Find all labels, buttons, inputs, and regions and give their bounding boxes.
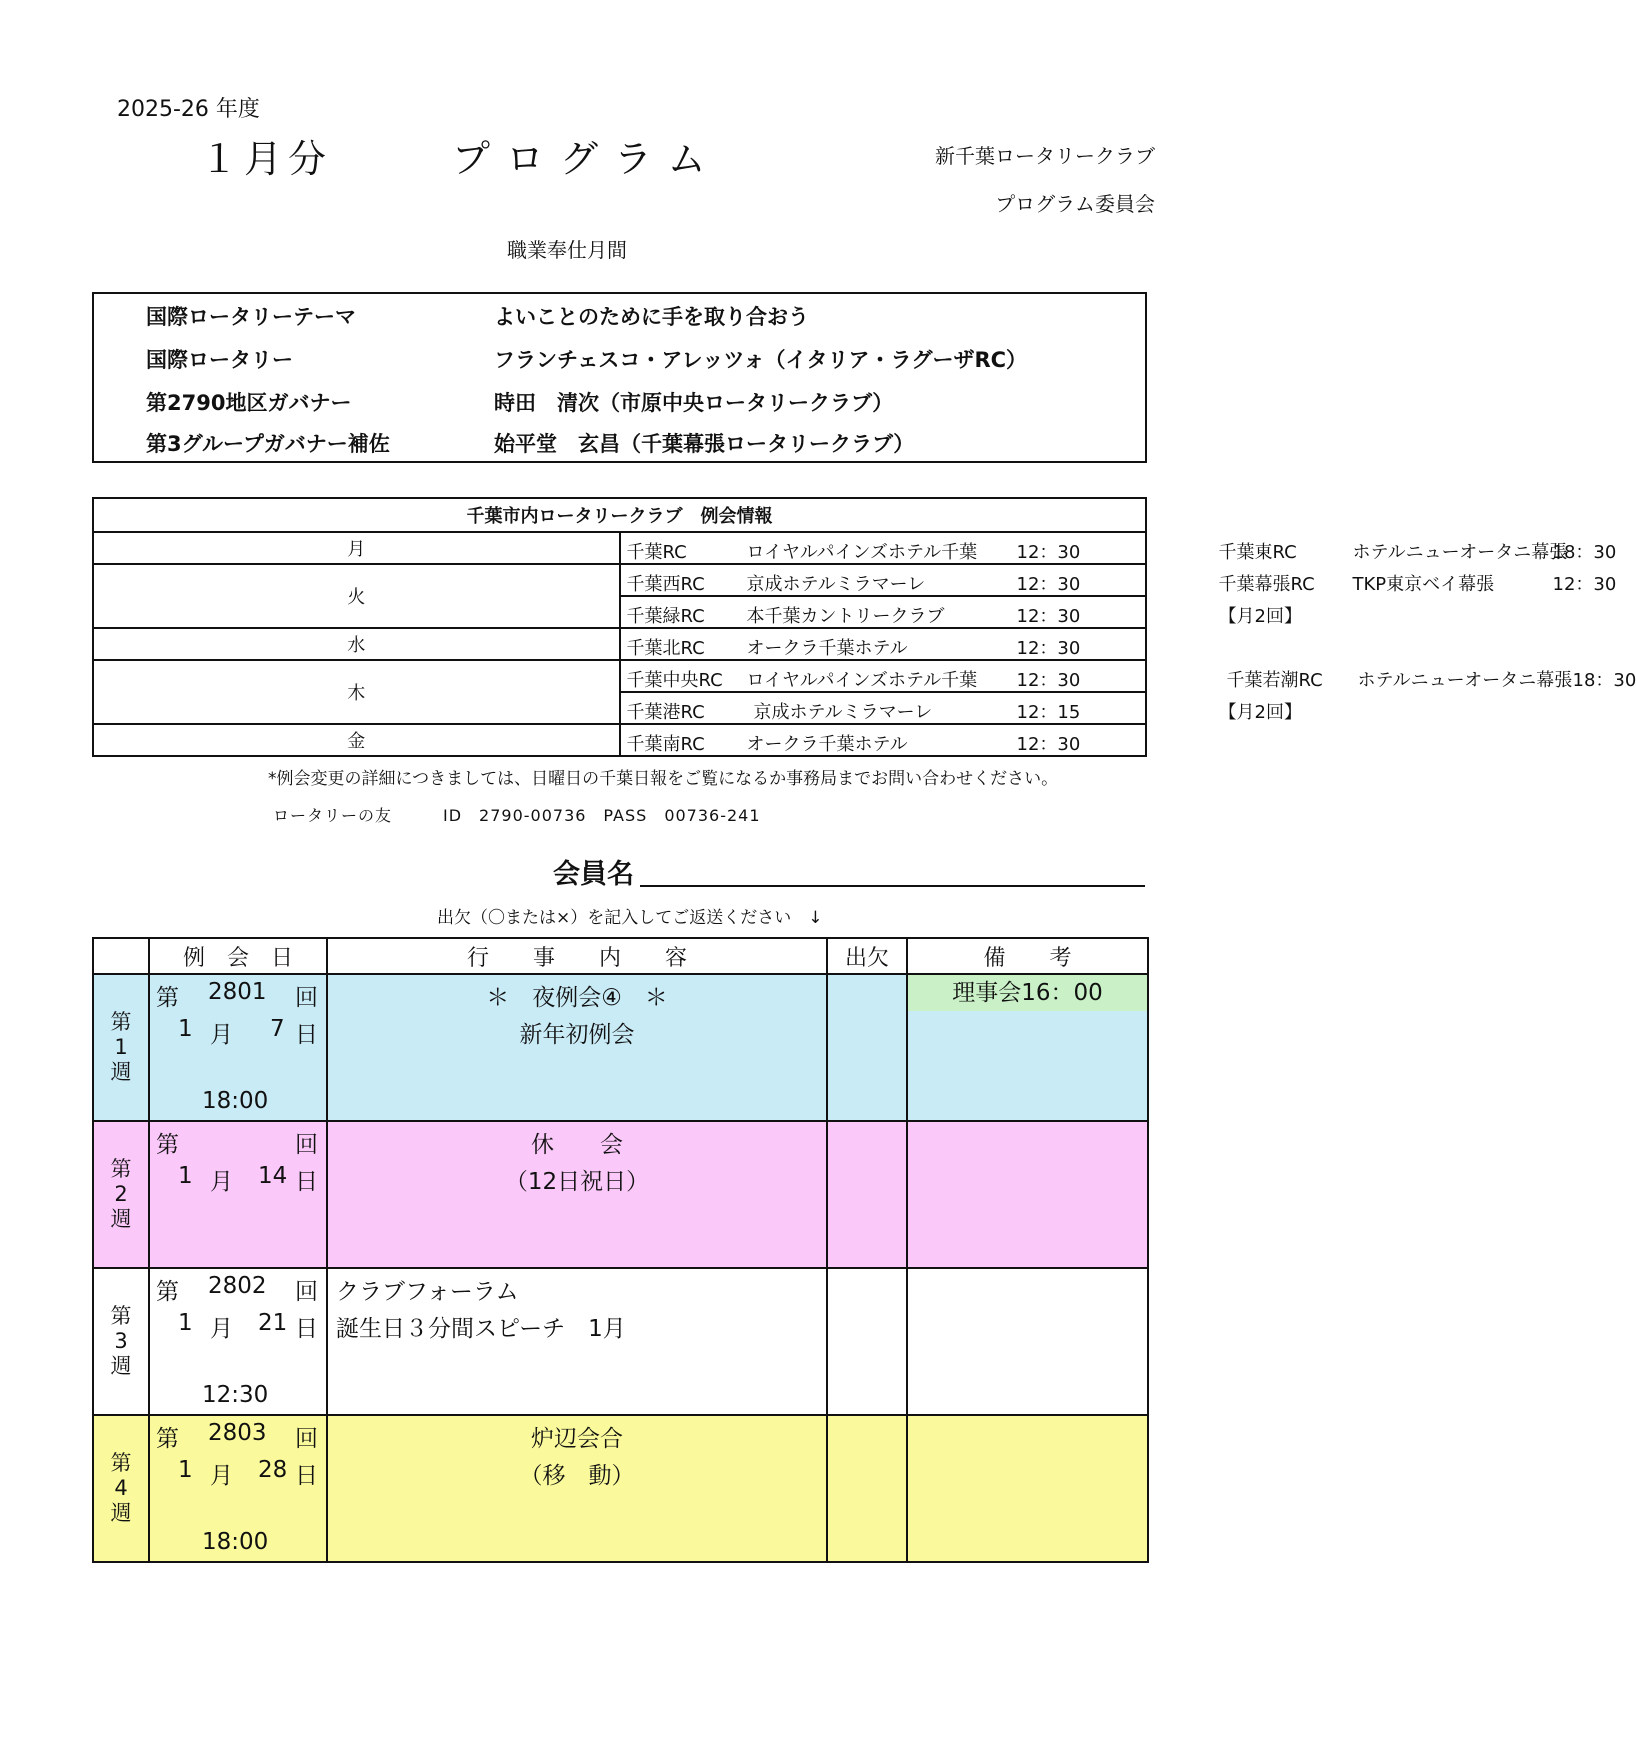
schedule-table bbox=[92, 937, 1149, 1563]
schedule-row-week2 bbox=[93, 1121, 1148, 1268]
club-row bbox=[93, 532, 1146, 564]
theme-value: フランチェスコ・アレッツォ（イタリア・ラグーザRC） bbox=[494, 348, 1028, 372]
club-name-cell: 千葉港RC bbox=[626, 702, 705, 723]
schedule-row-week4 bbox=[93, 1415, 1148, 1562]
theme-value: 時田 清次（市原中央ロータリークラブ） bbox=[494, 391, 894, 415]
theme-label: 国際ロータリー bbox=[146, 348, 293, 372]
header-remarks: 備 考 bbox=[907, 938, 1148, 974]
club-name-cell: 千葉東RC bbox=[1218, 542, 1297, 563]
week-label: 第 4 週 bbox=[93, 1415, 149, 1562]
club-time-cell: 12：30 bbox=[1016, 638, 1081, 659]
member-name-label: 会員名 bbox=[553, 859, 634, 890]
meeting-number: 2802 bbox=[208, 1273, 267, 1299]
program-title: プログラム bbox=[452, 137, 722, 181]
club-time-cell: 12：30 bbox=[1016, 734, 1081, 755]
theme-label: 第3グループガバナー補佐 bbox=[146, 432, 390, 456]
theme-value: 始平堂 玄昌（千葉幕張ロータリークラブ） bbox=[494, 432, 915, 456]
attendance-cell[interactable] bbox=[827, 1121, 907, 1268]
club-time-cell: 12：30 bbox=[1016, 542, 1081, 563]
club-time-cell: 18：30 bbox=[1572, 670, 1636, 691]
theme-row bbox=[94, 337, 1145, 380]
theme-row bbox=[94, 294, 1145, 337]
club-frequency-cell: 【月2回】 bbox=[1218, 702, 1302, 723]
attendance-cell[interactable] bbox=[827, 1415, 907, 1562]
attendance-instruction: 出欠（〇または×）を記入してご返送ください ↓ bbox=[437, 908, 823, 928]
theme-row bbox=[94, 421, 1145, 464]
meeting-time: 18:00 bbox=[202, 1088, 269, 1114]
schedule-row-week3 bbox=[93, 1268, 1148, 1415]
club-time-cell: 12：30 bbox=[1552, 574, 1617, 595]
club-time-cell: 12：30 bbox=[1016, 670, 1081, 691]
club-name-cell: 千葉若潮RC bbox=[1226, 670, 1323, 691]
club-day: 水 bbox=[93, 628, 620, 660]
meeting-date: 第 2802 回 1 月 21 日 12:30 bbox=[149, 1268, 327, 1415]
attendance-cell[interactable] bbox=[827, 974, 907, 1121]
rotary-tomo-login: ロータリーの友 ID 2790-00736 PASS 00736-241 bbox=[273, 806, 761, 825]
remarks-cell bbox=[907, 1121, 1148, 1268]
theme-box bbox=[92, 292, 1147, 463]
club-day: 火 bbox=[93, 564, 620, 628]
club-row bbox=[93, 628, 1146, 660]
club-venue-cell: オークラ千葉ホテル bbox=[746, 638, 908, 659]
meeting-date: 第 回 1 月 14 日 bbox=[149, 1121, 327, 1268]
header-week bbox=[93, 938, 149, 974]
club-info-title: 千葉市内ロータリークラブ 例会情報 bbox=[93, 498, 1146, 532]
club-name-cell: 千葉南RC bbox=[626, 734, 705, 755]
month-title: １月分 bbox=[200, 137, 333, 181]
club-name-cell: 千葉中央RC bbox=[626, 670, 723, 691]
meeting-number: 2803 bbox=[208, 1420, 267, 1446]
event-content: クラブフォーラム 誕生日３分間スピーチ 1月 bbox=[327, 1268, 827, 1415]
club-venue-cell: ホテルニューオータニ幕張 bbox=[1352, 542, 1568, 563]
club-frequency-cell: 【月2回】 bbox=[1218, 606, 1302, 627]
theme-row bbox=[94, 380, 1145, 423]
club-time-cell: 12：30 bbox=[1016, 574, 1081, 595]
club-day: 木 bbox=[93, 660, 620, 724]
schedule-header bbox=[93, 938, 1148, 974]
club-time-cell: 12：15 bbox=[1016, 702, 1081, 723]
club-venue-cell: ロイヤルパインズホテル千葉 bbox=[746, 670, 978, 691]
club-venue-cell: 本千葉カントリークラブ bbox=[746, 606, 945, 627]
club-row bbox=[93, 564, 1146, 596]
remarks-cell bbox=[907, 1415, 1148, 1562]
remarks-cell bbox=[907, 974, 1148, 1121]
committee-name: プログラム委員会 bbox=[995, 192, 1155, 216]
member-name-field[interactable] bbox=[640, 885, 1145, 887]
club-name-cell: 千葉RC bbox=[626, 542, 687, 563]
club-info-table bbox=[92, 497, 1636, 757]
header-attendance: 出欠 bbox=[827, 938, 907, 974]
club-venue-cell: ホテルニューオータニ幕張 bbox=[1357, 670, 1573, 691]
club-row bbox=[93, 660, 1146, 692]
club-time-cell: 12：30 bbox=[1016, 606, 1081, 627]
meeting-date: 第 2803 回 1 月 28 日 18:00 bbox=[149, 1415, 327, 1562]
week-label: 第 1 週 bbox=[93, 974, 149, 1121]
change-note: *例会変更の詳細につきましては、日曜日の千葉日報をご覧になるか事務局までお問い合わせください。 bbox=[268, 769, 1059, 789]
club-time-cell: 18：30 bbox=[1552, 542, 1617, 563]
club-day: 月 bbox=[93, 532, 620, 564]
theme-label: 第2790地区ガバナー bbox=[146, 391, 352, 415]
club-name-cell: 千葉西RC bbox=[626, 574, 705, 595]
club-name-cell: 千葉北RC bbox=[626, 638, 705, 659]
club-name-cell: 千葉緑RC bbox=[626, 606, 705, 627]
event-content: ＊ 夜例会④ ＊ 新年初例会 bbox=[327, 974, 827, 1121]
schedule-row-week1 bbox=[93, 974, 1148, 1121]
club-venue-cell: 京成ホテルミラマーレ bbox=[746, 574, 926, 595]
meeting-date: 第 2801 回 1 月 7 日 18:00 bbox=[149, 974, 327, 1121]
club-venue-cell: オークラ千葉ホテル bbox=[746, 734, 908, 755]
fiscal-year: 2025-26 年度 bbox=[117, 97, 260, 122]
club-name-cell: 千葉幕張RC bbox=[1218, 574, 1315, 595]
meeting-time: 18:00 bbox=[202, 1529, 269, 1555]
board-meeting-badge: 理事会16：00 bbox=[908, 975, 1147, 1011]
week-label: 第 2 週 bbox=[93, 1121, 149, 1268]
attendance-cell[interactable] bbox=[827, 1268, 907, 1415]
theme-label: 国際ロータリーテーマ bbox=[146, 305, 356, 329]
club-venue-cell: 京成ホテルミラマーレ bbox=[753, 702, 933, 723]
header-event: 行 事 内 容 bbox=[327, 938, 827, 974]
remarks-cell bbox=[907, 1268, 1148, 1415]
club-row bbox=[93, 724, 1146, 756]
meeting-number: 2801 bbox=[208, 979, 267, 1005]
club-day: 金 bbox=[93, 724, 620, 756]
week-label: 第 3 週 bbox=[93, 1268, 149, 1415]
month-theme: 職業奉仕月間 bbox=[507, 238, 627, 262]
meeting-time: 12:30 bbox=[202, 1382, 269, 1408]
club-venue-cell: TKP東京ベイ幕張 bbox=[1352, 574, 1495, 595]
header-date: 例 会 日 bbox=[149, 938, 327, 974]
event-content: 休 会 （12日祝日） bbox=[327, 1121, 827, 1268]
club-venue-cell: ロイヤルパインズホテル千葉 bbox=[746, 542, 978, 563]
theme-value: よいことのために手を取り合おう bbox=[494, 305, 809, 329]
club-name: 新千葉ロータリークラブ bbox=[935, 144, 1155, 168]
event-content: 炉辺会合 （移 動） bbox=[327, 1415, 827, 1562]
